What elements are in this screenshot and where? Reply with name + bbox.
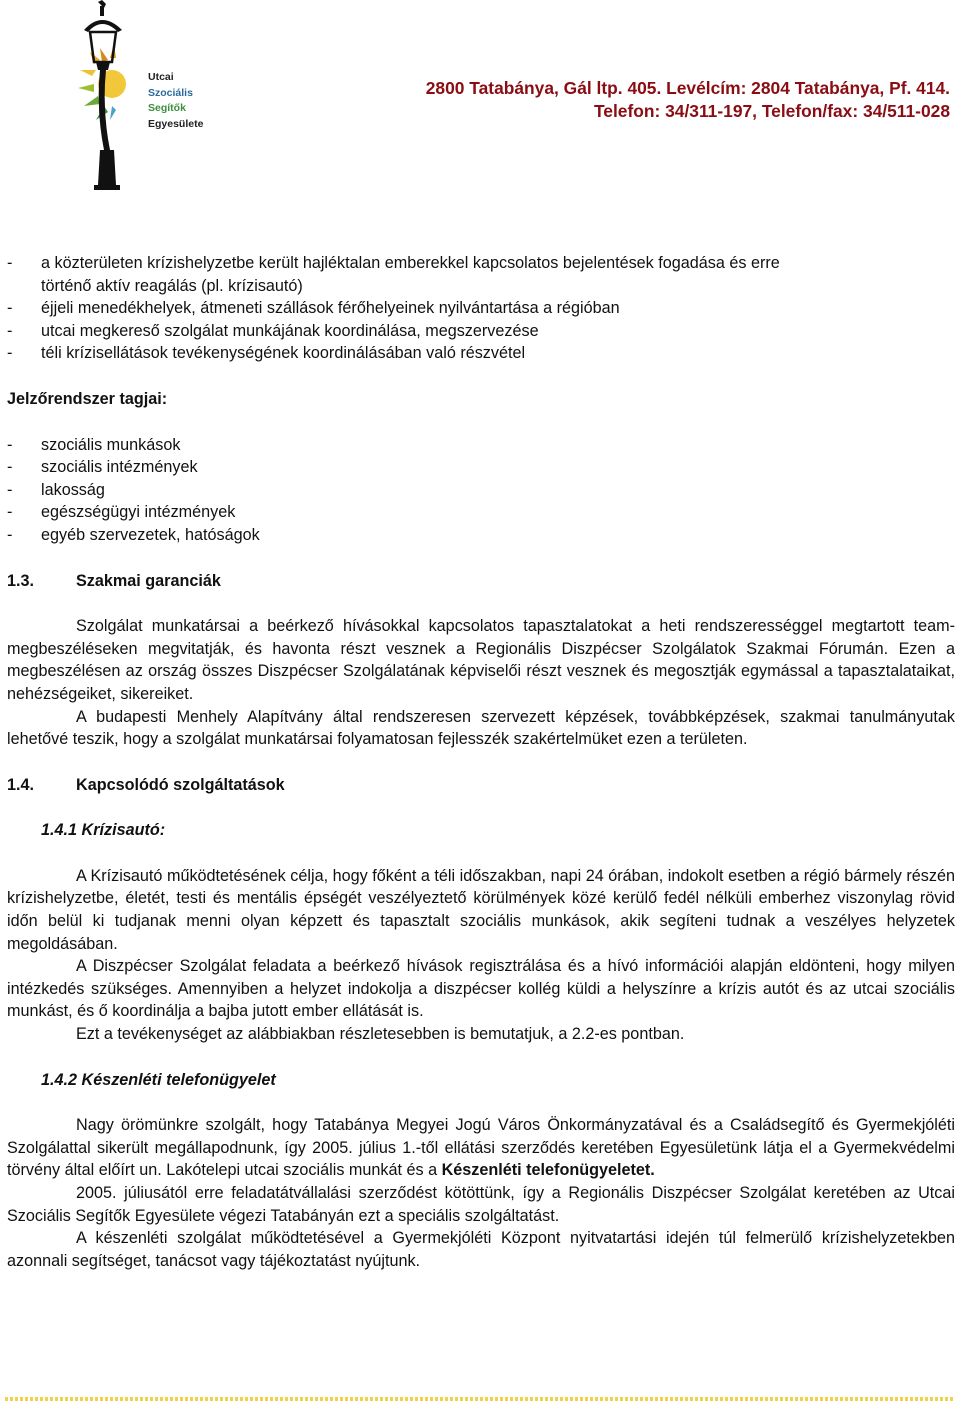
dash: - — [7, 458, 13, 477]
list-item — [7, 297, 955, 320]
list-item — [7, 320, 955, 343]
document-body — [7, 252, 955, 1272]
list-text: egyéb szervezetek, hatóságok — [41, 525, 260, 544]
paragraph — [7, 1114, 955, 1182]
section-title: Kapcsolódó szolgáltatások — [76, 775, 285, 794]
list-text: egészségügyi intézmények — [41, 503, 236, 522]
list-item — [7, 479, 955, 502]
dash: - — [7, 435, 13, 454]
section-number: 1.3. — [7, 571, 35, 590]
list-item — [7, 524, 955, 547]
paragraph: Ezt a tevékenységet az alábbiakban részletesebben is bemutatjuk, a 2.2-es pontban. — [76, 1025, 685, 1044]
dash: - — [7, 299, 13, 318]
section-heading — [7, 570, 955, 593]
list-item — [7, 501, 955, 524]
list-item — [7, 434, 955, 457]
list-item — [7, 252, 955, 275]
paragraph: Szolgálat munkatársai a beérkező hívásokkal kapcsolatos tapasztalatokat a heti rendszerességgel megtartott team-megbeszéléseken megvitatják, és havonta részt vesznek a Regionális Diszpécser Szolgálatok Szakmai Fórumán. Ezen a megbeszélésen az ország összes Diszpécser Szolgálatának képviselői részt vesznek és megosztják egymással a tapasztalataikat, nehézségeiket, sikereiket. — [7, 617, 955, 703]
logo-line: Szociális — [148, 86, 193, 99]
section-heading — [7, 774, 955, 797]
subsection-title: 1.4.2 Készenléti telefonügyelet — [41, 1070, 276, 1089]
paragraph: A budapesti Menhely Alapítvány által rendszeresen szervezett képzések, továbbképzések, szakmai tanulmányutak lehetővé teszik, hogy a szolgálat munkatársai folyamatosan fejlesszék szakértelmüket ezen a területen. — [7, 707, 955, 749]
list-text: téli krízisellátások tevékenységének koordinálásában való részvétel — [41, 344, 526, 363]
paragraph: A Krízisautó működtetésének célja, hogy főként a téli időszakban, napi 24 órában, indokolt esetben a régió bármely részén krízishelyzetbe, életét, testi és mentális épségét veszélyeztető körülmények közé kerülő fedél nélküli emberhez viszonylag rövid időn belül ki tudjanak menni olyan képzett és tapasztalt szociális munkások, akik segíteni tudnak a veszélyes helyzetek megoldásában. — [7, 866, 955, 953]
logo-line: Egyesülete — [148, 117, 204, 130]
list-text: utcai megkereső szolgálat munkájának koordinálása, megszervezése — [41, 321, 539, 340]
list-item — [7, 342, 955, 365]
dash: - — [7, 480, 13, 499]
paragraph: 2005. júliusától erre feladatátvállalási szerződést kötöttünk, így a Regionális Diszpécser Szolgálat keretében az Utcai Szociális Segítők Egyesülete végezi Tatabányán ezt a speciális szolgáltatást. — [7, 1184, 955, 1225]
dash: - — [7, 254, 13, 272]
paragraph: A készenléti szolgálat működtetésével a Gyermekjóléti Központ nyitvatartási idején túl felmerülő krízishelyzetekben azonnali segítséget, tanácsot vagy tájékoztatást nyújtunk. — [7, 1229, 955, 1270]
paragraph: A Diszpécser Szolgálat feladata a beérkező hívások regisztrálása és a hívó információi alapján eldönteni, hogy milyen intézkedés szükséges. Amennyiben a helyzet indokolja a diszpécser kollég küldi a helyszínre a krízis autót és az utcai szociális munkást, és ő koordinálja a bajba jutott ember ellátását is. — [7, 957, 955, 1021]
list-text-continuation: történő aktív reagálás (pl. krízisautó) — [41, 276, 303, 295]
logo-line: Segítők — [148, 102, 186, 114]
footer-divider — [5, 1397, 955, 1401]
list-text: lakosság — [41, 480, 105, 499]
paragraph-text: Nagy örömünkre szolgált, hogy Tatabánya Megyei Jogú Város Önkormányzatával és a Családsegítő és Gyermekjóléti Szolgálattal sikerült megállapodnunk, így 2005. július 1.-től ellátási szerződés keretében Egyesületünk látja el a Gyermekvédelmi törvény által előírt un. Lakótelepi utcai szociális munkát és a — [7, 1116, 955, 1180]
subsection-title: 1.4.1 Krízisautó: — [41, 821, 166, 840]
phone-line: Telefon: 34/311-197, Telefon/fax: 34/511-028 — [593, 101, 950, 121]
logo-text — [148, 70, 228, 132]
list-item — [7, 456, 955, 479]
signal-system-heading: Jelzőrendszer tagjai: — [7, 389, 168, 408]
dash: - — [7, 321, 13, 340]
dash: - — [7, 344, 13, 363]
list-text: szociális munkások — [41, 435, 181, 454]
dash: - — [7, 503, 13, 522]
list-text: szociális intézmények — [41, 458, 198, 477]
list-text: éjjeli menedékhelyek, átmeneti szállások férőhelyeinek nyilvántartása a régióban — [41, 299, 620, 318]
logo-line: Utcai — [148, 71, 174, 83]
section-title: Szakmai garanciák — [76, 571, 221, 590]
list-text: a közterületen krízishelyzetbe került hajléktalan emberekkel kapcsolatos bejelentések fogadása és erre — [41, 254, 780, 272]
address-line: 2800 Tatabánya, Gál ltp. 405. Levélcím: 2804 Tatabánya, Pf. 414. — [425, 78, 950, 98]
dash: - — [7, 525, 13, 544]
bold-phrase: Készenléti telefonügyeletet. — [441, 1161, 655, 1180]
section-number: 1.4. — [7, 775, 35, 794]
